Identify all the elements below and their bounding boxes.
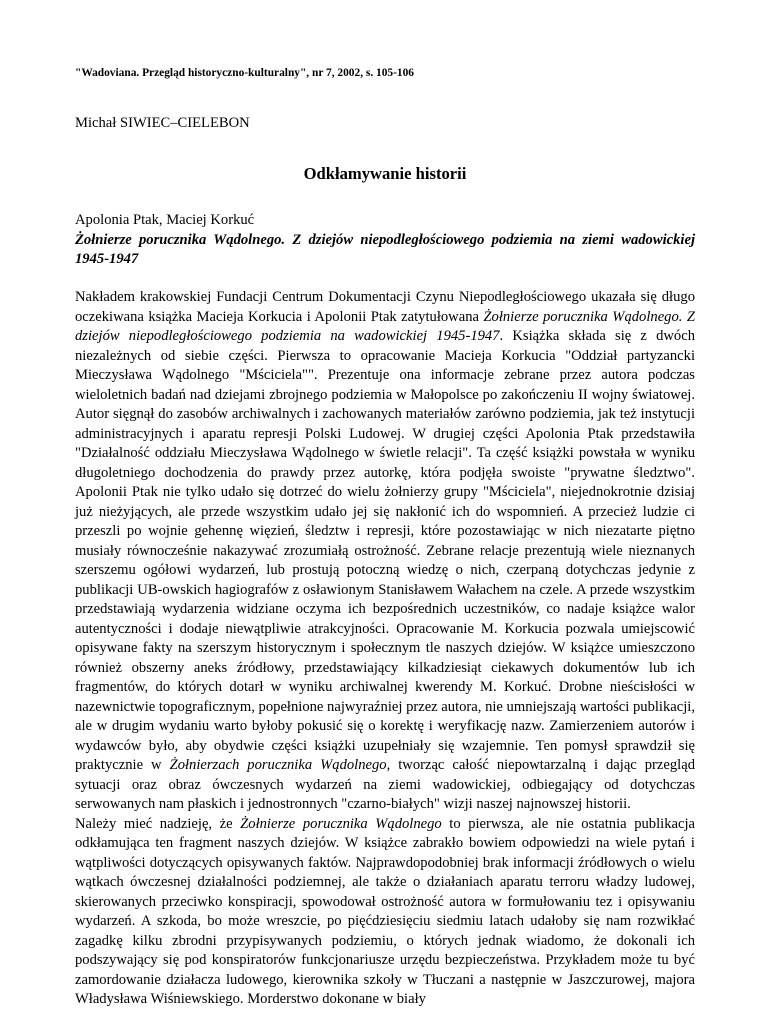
article-title: Odkłamywanie historii [303, 164, 467, 183]
italic-book-reference: Żołnierzach porucznika Wądolnego [169, 757, 387, 773]
paragraph-text: , tworząc całość niepowtarzalną i dając przegląd sytuacji oraz obraz ówczesnych wydarzeń na ziemi wadowickiej, odbiegający od dotychczas serwowanych nam płaskich i jednostronnych "czarno-białych" wizji naszej najnowszej historii. [75, 757, 695, 812]
paragraph-text: Nakładem krakowskiej Fundacji Centrum Dokumentacji Czynu Niepodległościowego ukazała się długo oczekiwana książka Macieja Korkucia i Apolonii Ptak zatytułowana [75, 289, 695, 325]
paragraph-text: Należy mieć nadzieję, że [75, 815, 241, 832]
body-paragraph [75, 815, 695, 1010]
paragraph-text: to pierwsza, ale nie ostatnia publikacja odkłamująca ten fragment naszych dziejów. W książce zabrakło bowiem odpowiedzi na wiele pytań i wątpliwości dotyczących opisywanych faktów. Najprawdopodobniej brak informacji źródłowych o wielu wątkach ówczesnej działalności podziemnej, ale także o działaniach aparatu terroru władzy ludowej, skierowanych przeciwko konspiracji, spowodował ostrożność autora w formułowaniu tez i opisywaniu wydarzeń. A szkoda, bo może wreszcie, po pięćdziesięciu siedmiu latach udałoby się nam rozwikłać zagadkę kilku zbrodni przypisywanych podziemiu, o których jednak wiadomo, że dokonali ich podszywający się pod konspiratorów funkcjonariusze urzędu bezpieczeństwa. Przykładem może tu być zamordowanie działacza ludowego, kierownika szkoły w Tłuczani a następnie w Jaszczurowej, majora Władysława Wiśniewskiego. Morderstwo dokonane w biały [75, 815, 695, 1007]
italic-book-reference: Żołnierze porucznika Wądolnego [240, 815, 442, 832]
citation-header: "Wadoviana. Przegląd historyczno-kulturalny", nr 7, 2002, s. 105-106 [75, 67, 414, 79]
paragraph-text: . Książka składa się z dwóch niezależnych od siebie części. Pierwsza to opracowanie Macieja Korkucia "Oddział partyzancki Mieczysława Wądolnego "Mściciela"". Prezentuje ona informacje zebrane przez autora podczas wieloletnich badań nad dziejami zbrojnego podziemia w Małopolsce po zakończeniu II wojny światowej. Autor sięgnął do zasobów archiwalnych i zachowanych materiałów zarówno podziemia, jak też instytucji administracyjnych i aparatu represji Polski Ludowej. W drugiej części Apolonia Ptak przedstawiła "Działalność oddziału Mieczysława Wądolnego w świetle relacji". Ta część książki powstała w wyniku długoletniego dochodzenia do prawdy przez autorkę, która podjęła swoiste "prywatne śledztwo". Apolonii Ptak nie tylko udało się dotrzeć do wielu żołnierzy grupy "Mściciela", niejednokrotnie dzisiaj już nieżyjących, ale przede wszystkim udało jej się nakłonić ich do wspomnień. A przecież ludzie ci przeszli po wojnie gehennę więzień, śledztw i represji, które pozostawiając w nich niezatarte piętno musiały równocześnie nakazywać zrozumiałą ostrożność. Zebrane relacje prezentują wiele nieznanych szerszemu ogółowi wydarzeń, lub prostują potoczną wiedzę o nich, czerpaną dotychczas jedynie z publikacji UB-owskich hagiografów z osławionym Stanisławem Wałachem na czele. A przede wszystkim przedstawiają wydarzenia widziane oczyma ich bezpośrednich uczestników, co nadaje książce walor autentyczności i dodaje niewątpliwie atrakcyjności. Opracowanie M. Korkucia pozwala umiejscowić opisywane fakty na szerszym historycznym i społecznym tle naszych dziejów. W książce umieszczono również obszerny aneks źródłowy, przedstawiający kilkadziesiąt ciekawych dokumentów lub ich fragmentów, do których dotarł w wyniku archiwalnej kwerendy M. Korkuć. Drobne nieścisłości w nazewnictwie topograficznym, popełnione najwyraźniej przez autora, nie umniejszają wartości publikacji, ale w drugim wydaniu warto byłoby pokusić się o korektę i weryfikację nazw. Zamierzeniem autorów i wydawców było, aby obydwie części książki uzupełniały się wzajemnie. Ten pomysł sprawdził się praktycznie w [75, 328, 695, 773]
body-paragraph [75, 288, 695, 815]
book-title: Żołnierze porucznika Wądolnego. Z dziejów niepodległościowego podziemia na ziemi wadowickiej 1945-1947 [75, 232, 695, 268]
article-body [75, 288, 695, 1010]
book-authors: Apolonia Ptak, Maciej Korkuć [75, 212, 255, 228]
italic-book-reference: Żołnierze porucznika Wądolnego. Z dziejów niepodległościowego podziemia na wadowickiej 1945-1947 [75, 308, 695, 344]
article-author: Michał SIWIEC–CIELEBON [75, 115, 250, 131]
